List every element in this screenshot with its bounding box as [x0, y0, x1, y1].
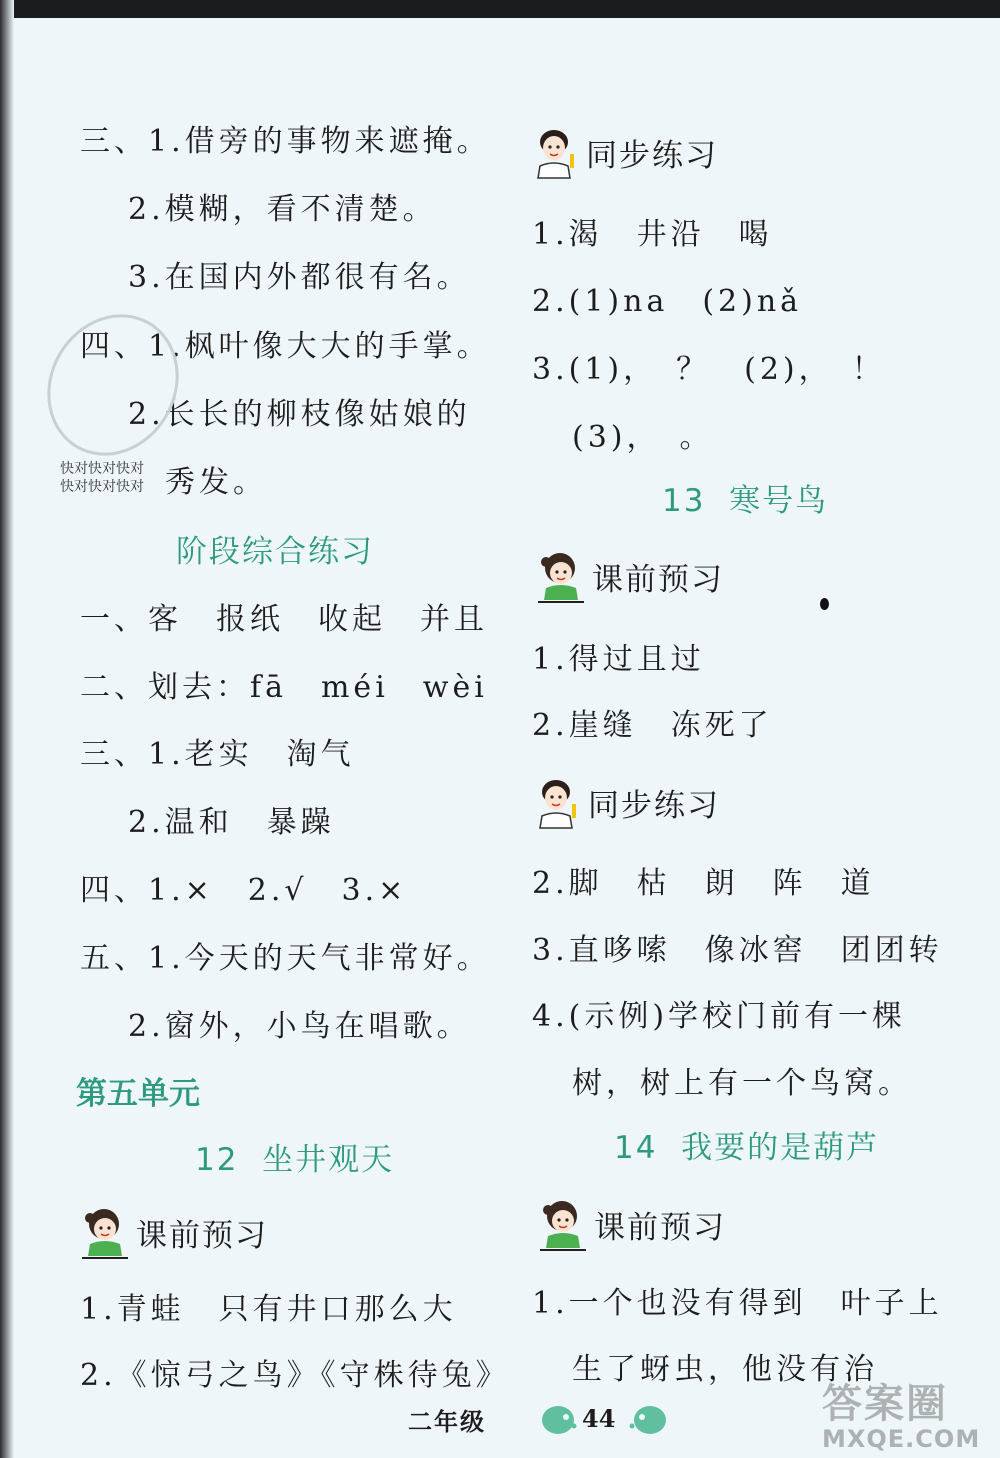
preview-label: 课前预习: [594, 1209, 726, 1246]
answer-line: 2.脚 枯 朗 阵 道: [532, 866, 875, 901]
watermark-url: MXQE.COM: [822, 1425, 981, 1453]
answer-line: 3.在国内外都很有名。: [128, 260, 471, 295]
answer-line: 1.渴 井沿 喝: [532, 217, 773, 252]
answer-line: 二、划去：fā méi wèi: [80, 670, 488, 705]
stamp-text: [60, 460, 144, 496]
preview-label: 课前预习: [136, 1217, 268, 1254]
stamp-line: 快对快对快对: [60, 479, 144, 495]
answer-line: 2.窗外，小鸟在唱歌。: [128, 1009, 471, 1044]
preview-header: [80, 1204, 268, 1260]
answer-line: 1.得过且过: [532, 642, 705, 677]
answer-line: 4.(示例)学校门前有一棵: [532, 999, 907, 1034]
answer-line: 四、1.枫叶像大大的手掌。: [80, 329, 491, 364]
girl-icon: [80, 1204, 130, 1260]
answer-line: 1.青蛙 只有井口那么大: [80, 1292, 457, 1327]
stamp-line: 快对快对快对: [60, 461, 144, 477]
practice-header: [530, 124, 718, 180]
stamp-oval: [22, 290, 204, 479]
answer-line: 树，树上有一个鸟窝。: [572, 1066, 912, 1101]
answer-line: 2.长长的柳枝像姑娘的: [128, 397, 471, 432]
answer-line: 四、1.× 2.√ 3.×: [80, 873, 408, 908]
boy-icon: [532, 774, 582, 830]
answer-line: (3)， 。: [572, 420, 714, 455]
watermark-logo-text: 答案圈: [822, 1381, 948, 1427]
grade-label: 二年级: [408, 1407, 486, 1436]
answer-line: 三、1.借旁的事物来遮掩。: [80, 124, 491, 159]
unit-title: 第五单元: [76, 1076, 200, 1112]
site-watermark: [822, 1372, 980, 1453]
girl-icon: [538, 1196, 588, 1252]
answer-line: 五、1.今天的天气非常好。: [80, 941, 491, 976]
preview-label: 课前预习: [592, 561, 724, 598]
page-number-badge: [540, 1400, 670, 1440]
practice-label: 同步练习: [588, 787, 720, 824]
lesson-title: 14 我要的是葫芦: [614, 1130, 880, 1166]
practice-header: [532, 774, 720, 830]
answer-line: 2.模糊，看不清楚。: [128, 192, 437, 227]
girl-icon: [536, 548, 586, 604]
practice-label: 同步练习: [586, 137, 718, 174]
answer-line: 3.直哆嗦 像冰窖 团团转: [532, 933, 943, 968]
answer-line: 2.(1)na (2)nǎ: [532, 284, 803, 319]
preview-header: [536, 548, 724, 604]
answer-line: 一、客 报纸 收起 并且: [80, 602, 488, 637]
answer-line: 2.崖缝 冻死了: [532, 708, 773, 743]
answer-line: 2.温和 暴躁: [128, 805, 335, 840]
answer-line: 秀发。: [165, 465, 267, 500]
answer-line: 三、1.老实 淘气: [80, 737, 355, 772]
answer-line: 生了蚜虫，他没有治: [572, 1352, 878, 1387]
scan-edge-top: [0, 0, 1000, 18]
lesson-title: 13 寒号鸟: [662, 483, 829, 519]
answer-line: 3.(1)， ？ (2)， ！: [532, 352, 886, 387]
answer-line: 2.《惊弓之鸟》《守株待兔》: [80, 1358, 510, 1393]
boy-icon: [530, 124, 580, 180]
ink-dot: [820, 598, 829, 610]
section-title: 阶段综合练习: [176, 534, 374, 570]
page-number: 44: [582, 1404, 616, 1433]
scan-edge-left: [0, 0, 14, 1458]
preview-header: [538, 1196, 726, 1252]
answer-line: 1.一个也没有得到 叶子上: [532, 1286, 943, 1321]
lesson-title: 12 坐井观天: [195, 1142, 395, 1178]
